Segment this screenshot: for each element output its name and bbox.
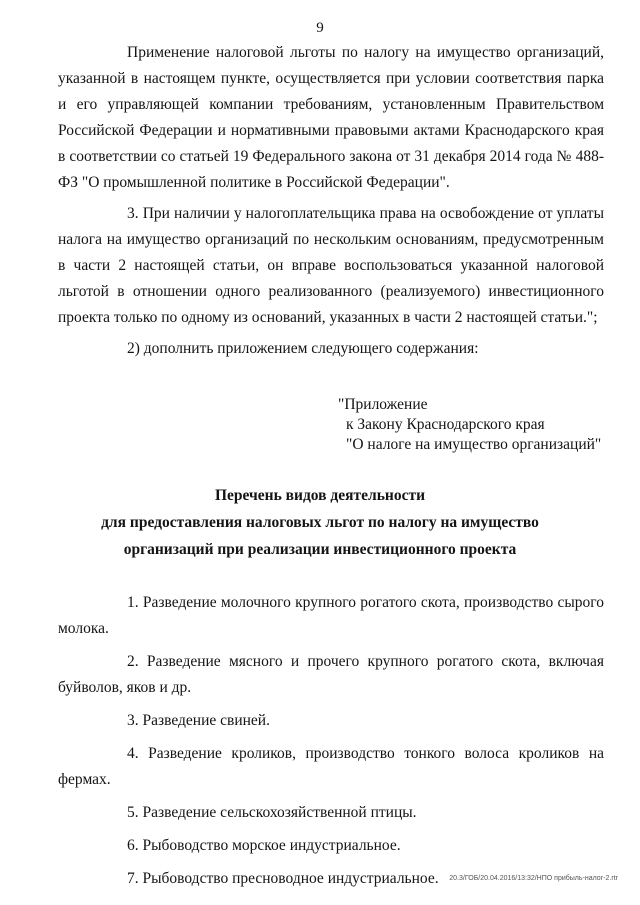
list-item: 1. Разведение молочного крупного рогатого скота, производство сырого молока. [58,594,604,637]
list-item: 3. Разведение свиней. [127,712,270,729]
title-line-2: для предоставления налоговых льгот по налогу на имущество [101,514,539,531]
list-item: 7. Рыбоводство пресноводное индустриальное. [127,870,439,887]
body-text [58,40,604,367]
paragraph-multiple-grounds: 3. При наличии у налогоплательщика права на освобождение от уплаты налога на имущество организаций по нескольким основаниям, предусмотренным в части 2 настоящей статьи, он вправе воспользоваться указанной налоговой льготой в отношении одного реализованного (реализуемого) инвестиционного проекта только по одному из оснований, указанных в части 2 настоящей статьи."; [58,205,604,326]
activity-list [58,590,604,899]
list-item: 4. Разведение кроликов, производство тонкого волоса кроликов на фермах. [58,745,604,788]
footer-file-code: 20.3/ГОБ/20.04.2016/13:32/НПО прибыль-налог-2.rtr [449,875,618,882]
list-item: 5. Разведение сельскохозяйственной птицы. [127,804,417,821]
paragraph-add-appendix: 2) дополнить приложением следующего содержания: [127,340,479,357]
list-item: 6. Рыбоводство морское индустриальное. [127,837,401,854]
title-line-1: Перечень видов деятельности [214,487,426,504]
title-line-3: организаций при реализации инвестиционного проекта [123,541,517,558]
list-title [0,482,640,563]
appendix-header [338,395,601,455]
appendix-line-3: "О налоге на имущество организаций" [346,436,602,453]
appendix-line-2: к Закону Краснодарского края [346,416,545,433]
list-item: 2. Разведение мясного и прочего крупного рогатого скота, включая буйволов, яков и др. [58,653,604,696]
paragraph-tax-benefit-conditions: Применение налоговой льготы по налогу на имущество организаций, указанной в настоящем пункте, осуществляется при условии соответствия парка и его управляющей компании требованиям, установленным Правительством Российской Федерации и нормативными правовыми актами Краснодарского края в соответствии со статьей 19 Федерального закона от 31 декабря 2014 года № 488-ФЗ "О промышленной политике в Российской Федерации". [58,44,604,191]
appendix-line-1: "Приложение [338,396,428,413]
page-number: 9 [316,20,324,36]
